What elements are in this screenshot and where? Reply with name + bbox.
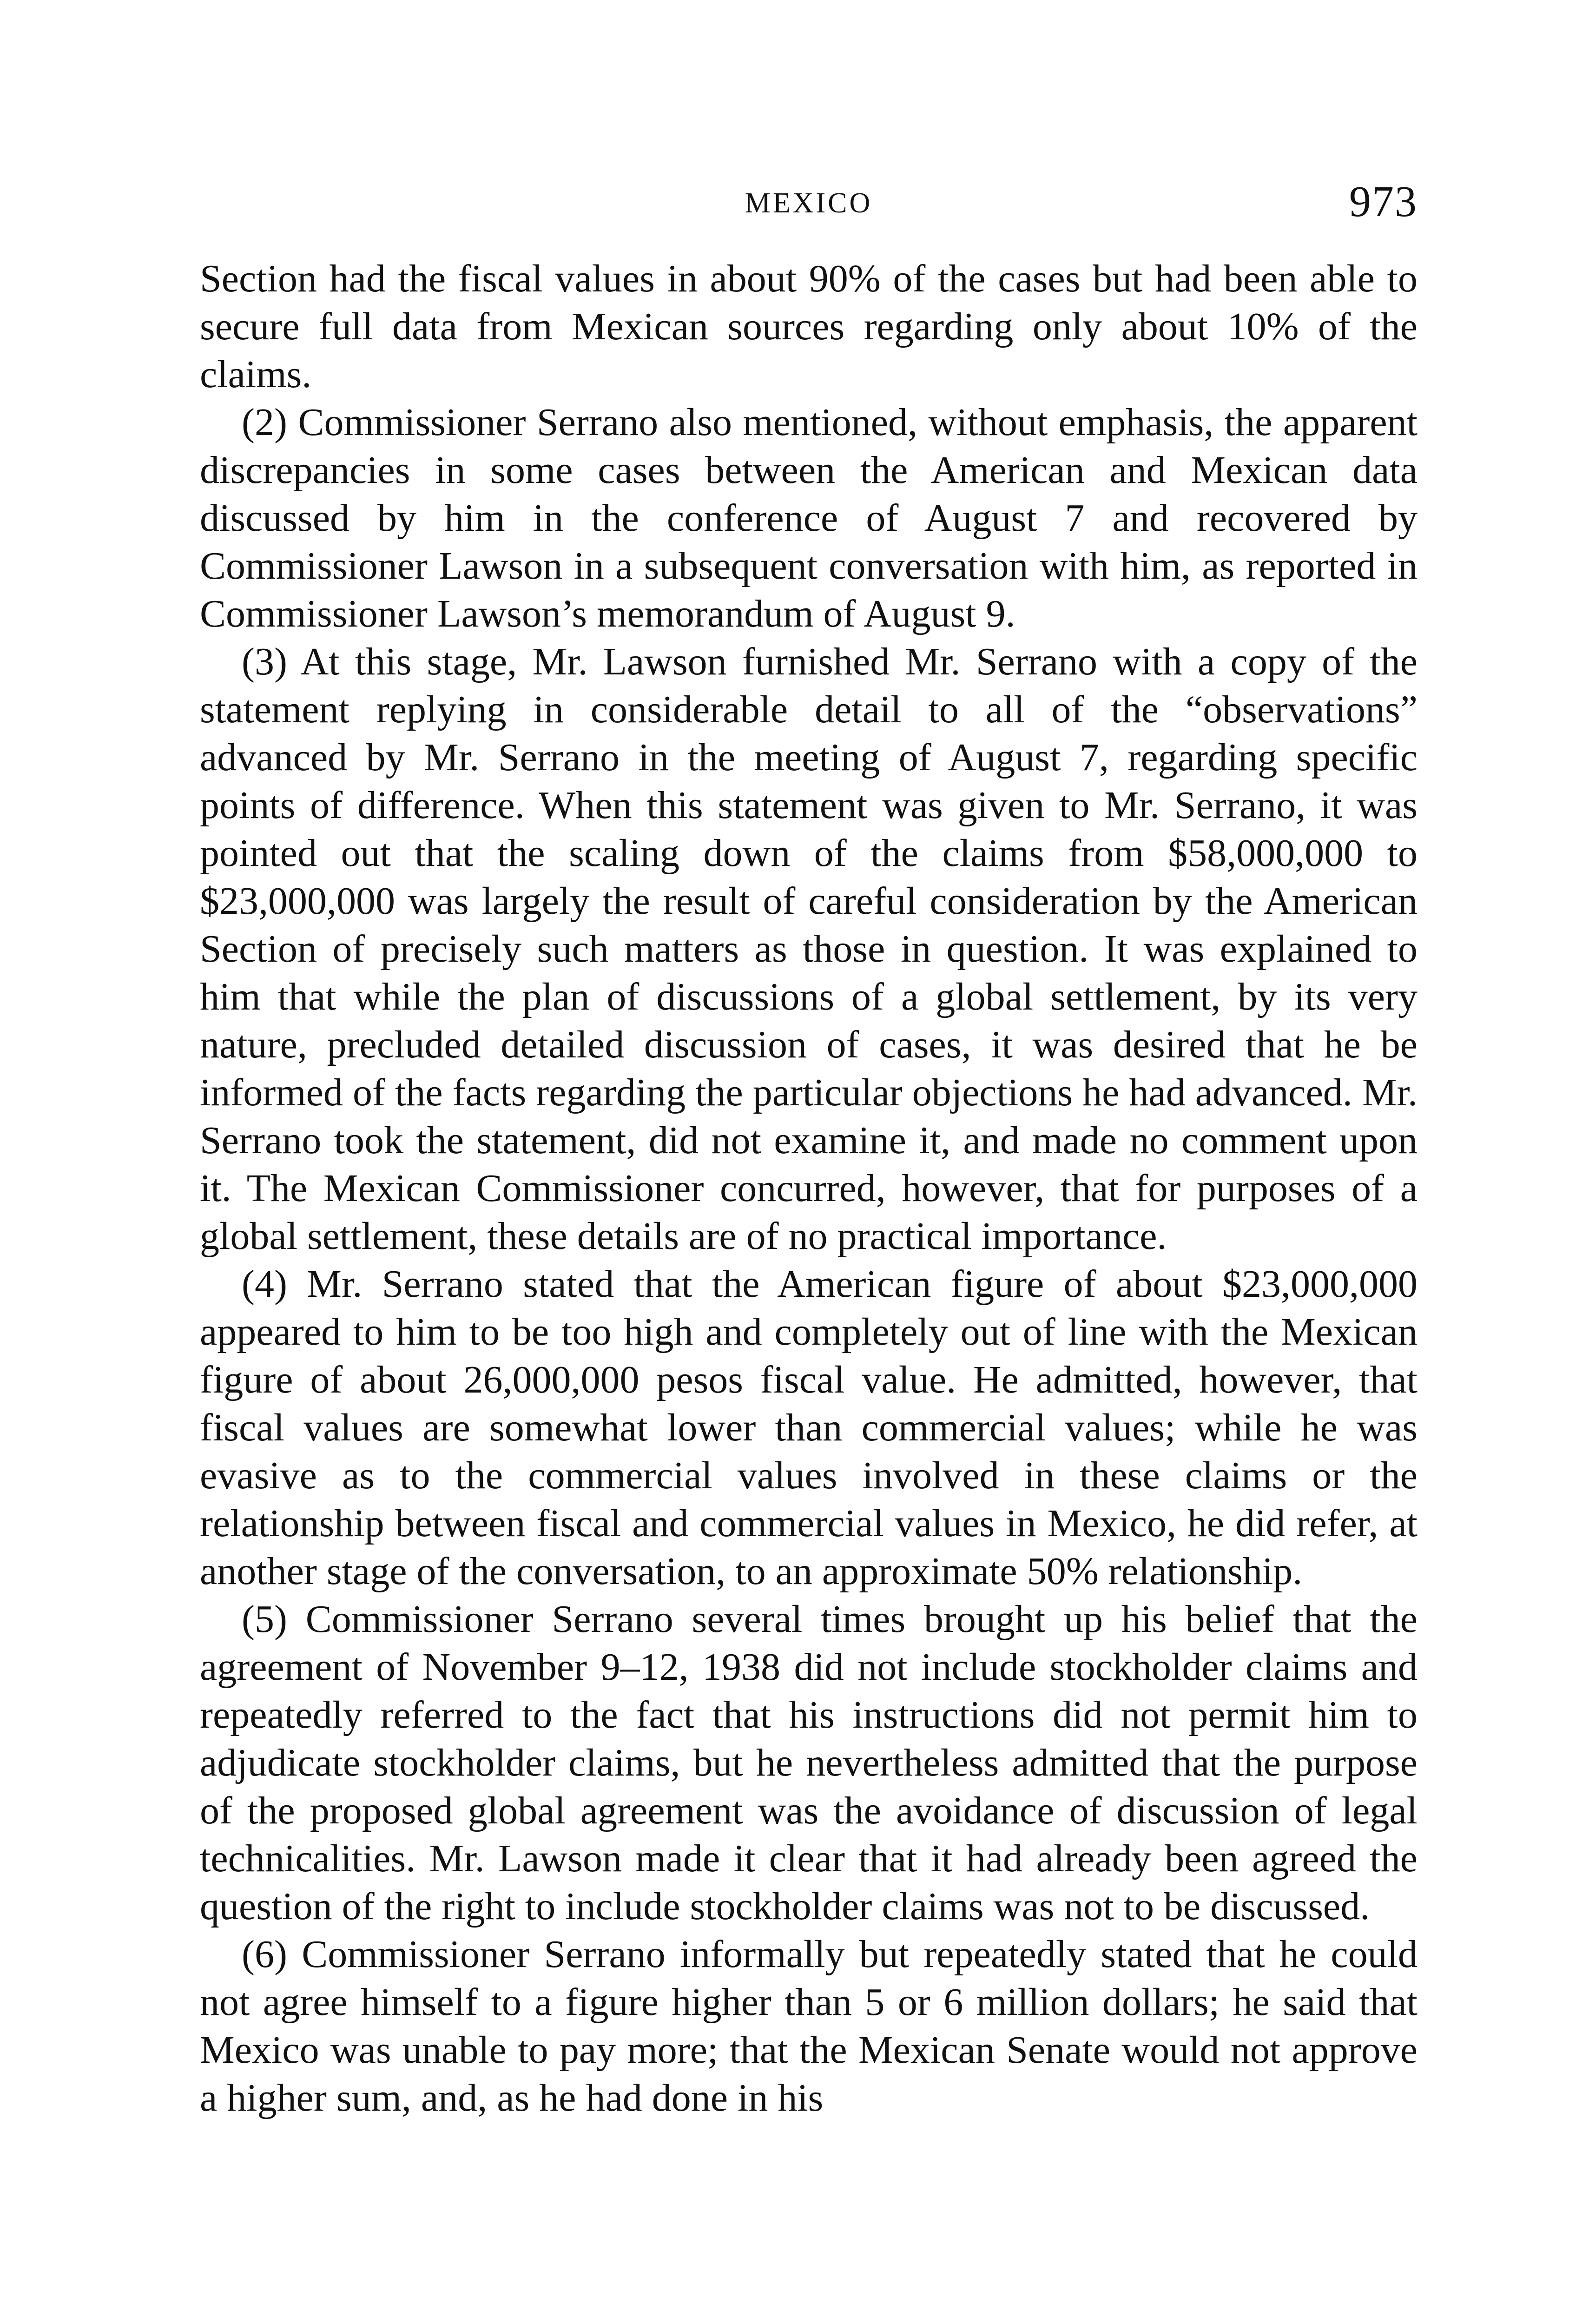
paragraph-item-3: (3) At this stage, Mr. Lawson furnished Mr. Serrano with a copy of the statement replying in considerable detail to all of the “observations” advanced by Mr. Serrano in the meeting of August 7, regarding specific points of difference. When this statement was given to Mr. Serrano, it was pointed out that the scaling down of the claims from $58,000,000 to $23,000,000 was largely the result of careful consideration by the American Section of precisely such matters as those in question. It was explained to him that while the plan of discussions of a global settlement, by its very nature, precluded detailed discussion of cases, it was desired that he be informed of the facts regarding the particular objections he had advanced. Mr. Serrano took the statement, did not examine it, and made no comment upon it. The Mexican Commissioner concurred, however, that for purposes of a global settlement, these details are of no practical importance. [200, 640, 1417, 1258]
page-number: 973 [1349, 178, 1417, 226]
body-text [200, 255, 1417, 2122]
running-title: MEXICO [745, 187, 873, 219]
paragraph-continuation: Section had the fiscal values in about 90% of the cases but had been able to secure full data from Mexican sources regarding only about 10% of the claims. [200, 257, 1417, 396]
paragraph-item-2: (2) Commissioner Serrano also mentioned, without emphasis, the apparent discrepancies in some cases between the American and Mexican data discussed by him in the conference of August 7 and recovered by Commissioner Lawson in a subsequent conversation with him, as reported in Commissioner Lawson’s memorandum of August 9. [200, 401, 1417, 635]
paragraph-item-6: (6) Commissioner Serrano informally but repeatedly stated that he could not agree himself to a figure higher than 5 or 6 million dollars; he said that Mexico was unable to pay more; that the Mexican Senate would not approve a higher sum, and, as he had done in his [200, 1933, 1417, 2119]
paragraph-item-5: (5) Commissioner Serrano several times brought up his belief that the agreement of November 9–12, 1938 did not include stockholder claims and repeatedly referred to the fact that his instructions did not permit him to adjudicate stockholder claims, but he nevertheless admitted that the purpose of the proposed global agreement was the avoidance of discussion of legal technicalities. Mr. Lawson made it clear that it had already been agreed the question of the right to include stockholder claims was not to be discussed. [200, 1598, 1417, 1928]
page-header [200, 177, 1417, 232]
paragraph-item-4: (4) Mr. Serrano stated that the American figure of about $23,000,000 appeared to him to be too high and completely out of line with the Mexican figure of about 26,000,000 pesos fiscal value. He admitted, however, that fiscal values are somewhat lower than commercial values; while he was evasive as to the commercial values involved in these claims or the relationship between fiscal and commercial values in Mexico, he did refer, at another stage of the conversation, to an approximate 50% relationship. [200, 1262, 1417, 1593]
